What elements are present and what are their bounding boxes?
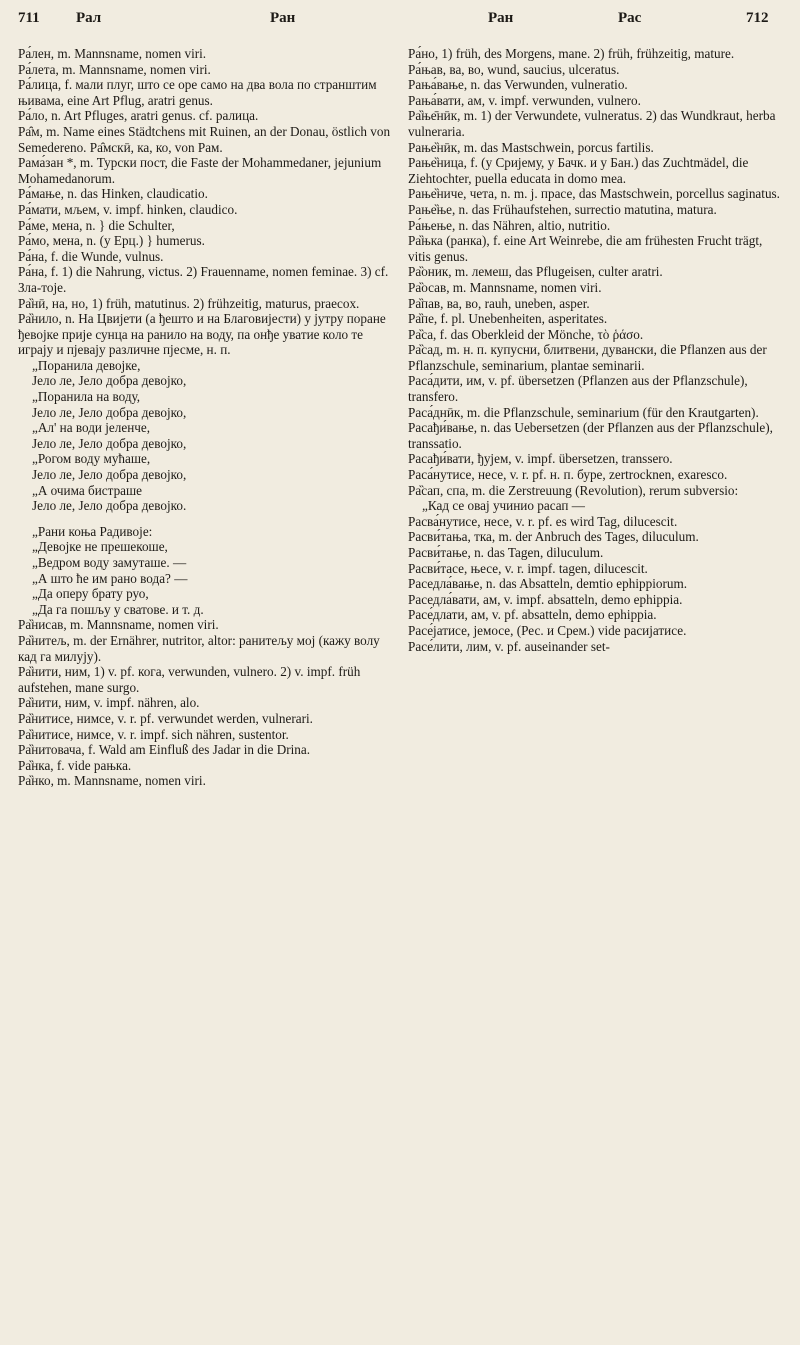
poem-line: Јело ле, Јело добра девојко, [32,373,187,389]
poem-line: „Поранила девојке, [32,357,141,373]
dict-entry: Рање̏нӣк, m. das Mastschwein, porcus fartilis. [408,139,654,155]
dict-entry: Расви́тања, тка, m. der Anbruch des Tages, diluculum. [408,529,699,545]
dict-entry: Расађи́вање, n. das Uebersetzen (der Pflanzen aus der Pflanzschule), transsatio. [408,420,773,451]
dict-entry: Раса́дити, им, v. pf. übersetzen (Pflanzen aus der Pflanzschule), transfero. [408,373,748,405]
poem-line: Јело ле, Јело добра девојко. [32,498,187,514]
dict-entry: Ра̏пе, f. pl. Unebenheiten, asperitates. [408,311,608,327]
poem-line: „Да га пошљу у сватове. и т. д. [32,601,204,617]
poem-line: „Поранила на воду, [32,389,141,405]
dict-entry: Ра̏нко, m. Mannsname, nomen viri. [18,773,206,789]
dict-entry: Ра̏нисав, m. Mannsname, nomen viri. [18,617,219,633]
poem-line: „Ал' на води јеленче, [32,420,151,436]
dict-entry: Расађи́вати, ђујем, v. impf. übersetzen, transsero. [408,451,673,467]
dict-entry: Ра́лен, m. Mannsname, nomen viri. [18,46,207,61]
dict-entry: Ра́на, f. die Wunde, vulnus. [18,248,164,264]
poem-line: „Ведром воду замуташе. — [32,555,187,570]
poem-line: Јело ле, Јело добра девојко, [32,435,187,451]
dict-entry: Рање̏ниче, чета, n. m. j. прасе, das Mastschwein, porcellus saginatus. [408,186,780,202]
dict-entry: Ра̏нка, f. vide рањка. [18,757,132,773]
dict-entry: Ра́мати, мљем, v. impf. hinken, claudico. [18,201,238,217]
dict-entry: Ра́лица, f. мали плуг, што се оре само на два вола по странштим њивама, eine Art Pflug, aratri genus. [18,77,377,108]
poem-line: „Кад се овај учинио расап — [422,498,585,514]
dict-entry: Ра̏сап, спа, m. die Zerstreuung (Revolution), rerum subversio: [408,482,739,498]
dict-entry: Ра́лета, m. Mannsname, nomen viri. [18,61,211,77]
dict-entry: Ра̏оник, m. лемеш, das Pflugeisen, culter aratri. [408,264,663,280]
poem-line: „Девојке не прешекоше, [32,539,168,555]
dict-entry: Ра́њав, ва, во, wund, saucius, ulceratus. [408,61,620,77]
dict-entry: Рања́вати, ам, v. impf. verwunden, vulnero. [408,92,641,108]
page-header [18,10,782,36]
dict-entry: Ра̏нитисе, нимсе, v. r. pf. verwundet werden, vulnerari. [18,710,313,726]
right-guide-word-2: Рас [618,10,642,26]
dict-entry: Расе́лити, лим, v. pf. auseinander set- [408,638,610,654]
dict-entry: Ра̏нило, n. На Цвијети (а ђешто и на Благовијести) у јутру поране ђевојке прије сунца на ранило на воду, па онђе уватие коло те играју и пјевају различне пјесме, н. п. [18,311,386,358]
poem-line: „А што ће им рано вода? — [32,570,188,586]
dict-entry: Ра̏нӣ, на, но, 1) früh, matutinus. 2) frühzeitig, maturus, praecox. [18,295,360,311]
dict-entry: Ра̏њка (ранка), f. eine Art Weinrebe, die am frühesten Frucht trägt, vitis genus. [408,233,763,264]
left-guide-word-1: Рал [76,10,102,26]
poem-line: „Да оперу брату руо, [32,586,149,602]
dict-entry: Расва́нутисе, несе, v. r. pf. es wird Tag, dilucescit. [408,513,678,529]
poem-line: „А очима бистраше [32,482,143,498]
dict-entry: Ра́ло, n. Art Pfluges, aratri genus. cf. ралица. [18,108,259,124]
dict-entry: Раседла́вање, n. das Absatteln, demtio ephippiorum. [408,576,687,592]
dict-entry: Ра̏осав, m. Mannsname, nomen viri. [408,279,602,295]
dict-entry: Расви́тање, n. das Tagen, diluculum. [408,545,604,560]
dict-entry: Расе́длати, ам, v. pf. absatteln, demo ephippia. [408,607,657,623]
dict-entry: Раса́днӣк, m. die Pflanzschule, seminarium (für den Krautgarten). [408,404,759,420]
dict-entry: Расви́тасе, њесе, v. r. impf. tagen, dilucescit. [408,560,648,576]
right-page-number: 712 [746,10,769,26]
left-column [18,46,394,789]
poem-line: „Рогом воду мућаше, [32,451,151,467]
dict-entry: Ра̏нитовача, f. Wald am Einfluß des Jadar in die Drina. [18,742,311,758]
dict-entry: Ра́њење, n. das Nähren, altio, nutritio. [408,217,611,233]
right-column [408,46,784,654]
dict-entry: Ра̏нитисе, нимсе, v. r. impf. sich nähren, sustentor. [18,726,289,742]
poem-line: Јело ле, Јело добра девојко, [32,467,187,483]
dict-entry: Рама́зан *, m. Турски пост, die Faste der Mohammedaner, jejunium Mohamedanorum. [18,155,382,186]
dict-entry: Ра̏ње̄нӣк, m. 1) der Verwundete, vulneratus. 2) das Wundkraut, herba vulneraria. [408,108,776,139]
poem-line: Јело ле, Јело добра девојко, [32,404,187,420]
dict-entry: Ра́но, 1) früh, des Morgens, mane. 2) früh, frühzeitig, mature. [408,46,735,61]
dict-entry: Ра̏нити, ним, v. impf. nähren, alo. [18,695,200,711]
dict-entry: Раса́нутисе, несе, v. r. pf. н. п. буре, zertrocknen, exaresco. [408,467,728,483]
dict-entry: Рање̏ница, f. (у Сријему, у Бачк. и у Бан.) das Zuchtmädel, die Ziehtochter, puella educata in domo mea. [408,155,749,186]
dict-entry: Ра́на, f. 1) die Nahrung, victus. 2) Frauenname, nomen feminae. 3) cf. Зла-тоје. [18,264,389,295]
dict-entry: Ра̏нити, ним, 1) v. pf. кога, verwunden, vulnero. 2) v. impf. früh aufstehen, mane surgo. [18,664,361,695]
dict-entry: Ра̏са, f. das Oberkleid der Mönche, τὸ ῥάσο. [408,326,644,342]
dict-entry: Ра̏сад, m. н. п. купусни, блитвени, дувански, die Pflanzen aus der Pflanzschule, seminarium, plantae seminarii. [408,342,767,373]
dict-entry: Рање̏ње, n. das Frühaufstehen, surrectio matutina, matura. [408,201,717,217]
poem-line: „Рани коња Радивоје: [32,523,153,539]
dict-entry: Ра̏нитељ, m. der Ernährer, nutritor, altor: ранитељу мој (кажу волу кад га милују). [18,632,380,664]
dict-entry: Ра́ме, мена, n. } die Schulter, [18,217,175,233]
right-guide-word-1: Ран [488,10,514,26]
left-page-number: 711 [18,10,40,26]
dict-entry: Ра́мо, мена, n. (у Ерц.) } humerus. [18,233,205,249]
dict-entry: Ра̏пав, ва, во, rauh, uneben, asper. [408,295,590,311]
dict-entry: Раседла́вати, ам, v. impf. absatteln, demo ephippia. [408,591,683,607]
dict-entry: Ра́мање, n. das Hinken, claudicatio. [18,186,208,202]
dict-entry: Рања́вање, n. das Verwunden, vulneratio. [408,77,628,93]
dict-entry: Расе́јатисе, јемосе, (Рес. и Срем.) vide расијатисе. [408,622,687,638]
left-guide-word-2: Ран [270,10,296,26]
dict-entry: Ра̑м, m. Name eines Städtchens mit Ruinen, an der Donau, östlich von Semedereno. Ра̑мскӣ, ка, ко, von Рам. [18,123,391,155]
